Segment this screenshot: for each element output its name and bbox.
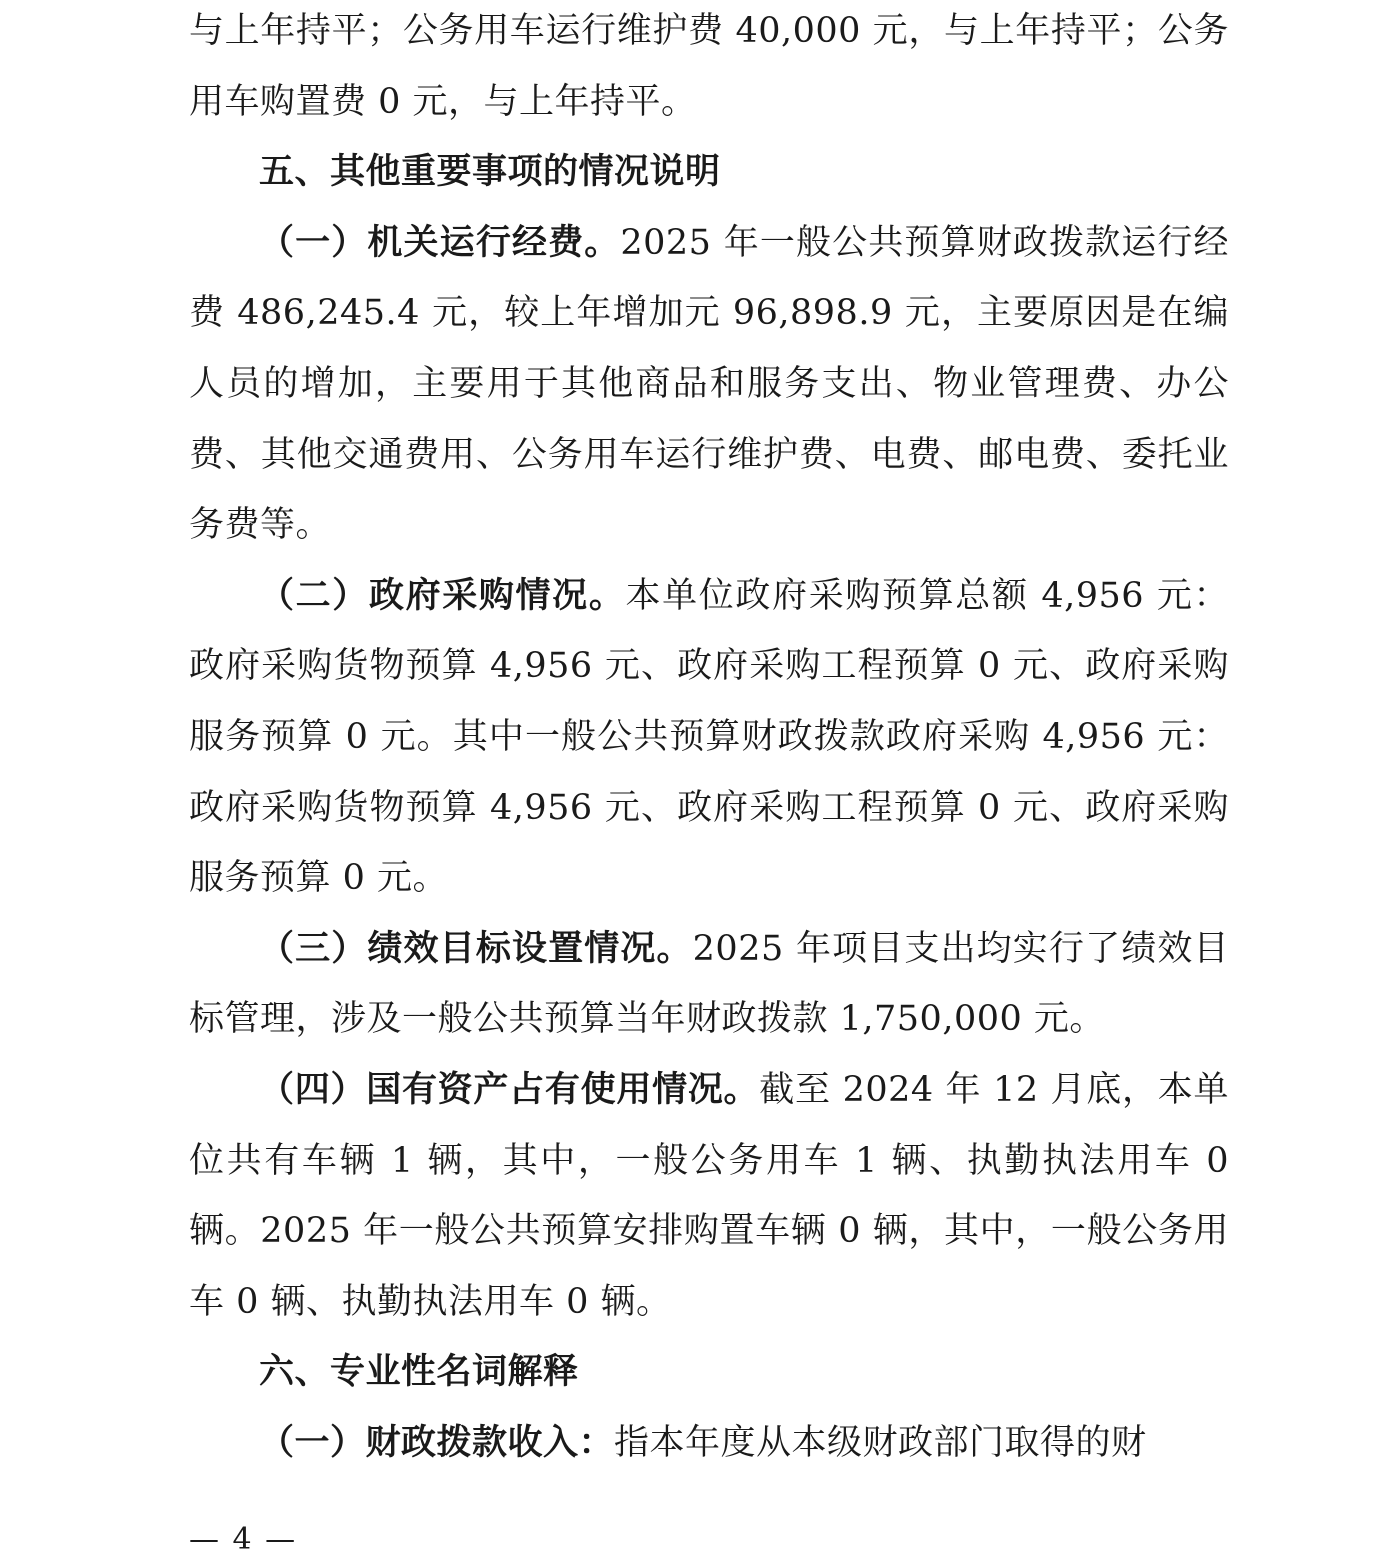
subheading-performance-targets: （三）绩效目标设置情况。 xyxy=(259,928,693,969)
paragraph-state-assets xyxy=(189,1055,1229,1337)
section-heading-6: 六、专业性名词解释 xyxy=(259,1352,579,1393)
text-fiscal-appropriation: 指本年度从本级财政部门取得的财 xyxy=(614,1422,1147,1463)
page-number: — 4 — xyxy=(189,1522,298,1557)
document-page xyxy=(189,0,1229,1478)
text-operating-expenses: 2025 年一般公共预算财政拨款运行经费 486,245.4 元，较上年增加元 96,898.9 元，主要原因是在编人员的增加，主要用于其他商品和服务支出、物业管理费、办公费、其他交通费用、公务用车运行维护费、电费、邮电费、委托业务费等。 xyxy=(189,222,1229,546)
subheading-state-assets: （四）国有资产占有使用情况。 xyxy=(259,1069,760,1110)
text-performance-targets: 2025 年项目支出均实行了绩效目标管理，涉及一般公共预算当年财政拨款 1,750,000 元。 xyxy=(189,928,1229,1040)
paragraph-government-procurement xyxy=(189,561,1229,914)
subheading-government-procurement: （二）政府采购情况。 xyxy=(259,575,626,616)
paragraph-vehicle-costs: 与上年持平；公务用车运行维护费 40,000 元，与上年持平；公务用车购置费 0 元，与上年持平。 xyxy=(189,11,1229,122)
section-heading-5: 五、其他重要事项的情况说明 xyxy=(259,152,721,193)
subheading-fiscal-appropriation: （一）财政拨款收入： xyxy=(259,1422,615,1463)
text-state-assets: 截至 2024 年 12 月底，本单位共有车辆 1 辆，其中，一般公务用车 1 辆、执勤执法用车 0 辆。2025 年一般公共预算安排购置车辆 0 辆，其中，一般公务用车 0 辆、执勤执法用车 0 辆。 xyxy=(189,1069,1229,1322)
paragraph-fiscal-appropriation xyxy=(189,1408,1229,1479)
subheading-operating-expenses: （一）机关运行经费。 xyxy=(259,222,621,263)
text-government-procurement: 本单位政府采购预算总额 4,956 元：政府采购货物预算 4,956 元、政府采购工程预算 0 元、政府采购服务预算 0 元。其中一般公共预算财政拨款政府采购 4,956 元：政府采购货物预算 4,956 元、政府采购工程预算 0 元、政府采购服务预算 0 元。 xyxy=(189,575,1229,899)
paragraph-operating-expenses xyxy=(189,208,1229,561)
paragraph-performance-targets xyxy=(189,914,1229,1055)
